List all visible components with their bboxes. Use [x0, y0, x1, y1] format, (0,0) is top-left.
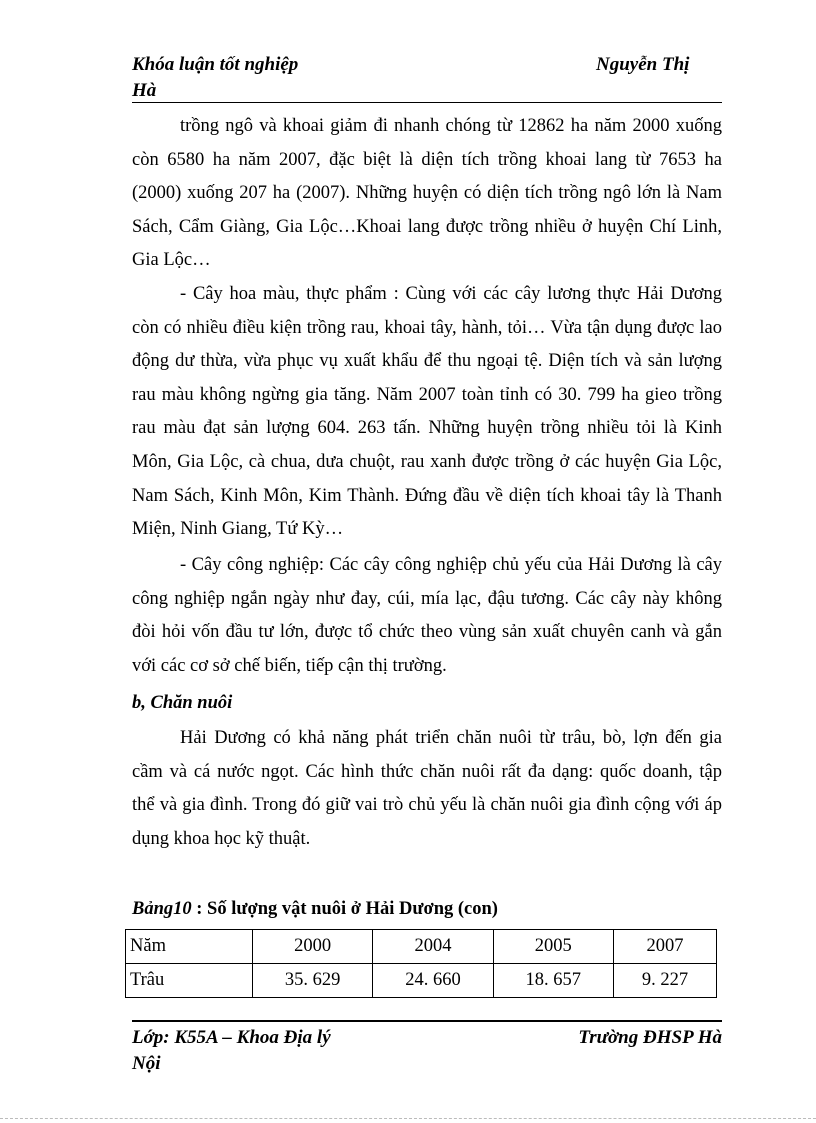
text-line: (2000) xuống 207 ha (2007). Những huyện có diện tích trồng ngô lớn là Nam [132, 183, 722, 204]
text-line: rau màu không ngừng gia tăng. Năm 2007 toàn tỉnh có 30. 799 ha gieo trồng [132, 384, 722, 405]
header-thesis-label: Khóa luận tốt nghiệp [132, 54, 299, 75]
header-author-name: Nguyễn Thị [596, 54, 690, 75]
footer-divider [132, 1020, 722, 1022]
table-caption [132, 896, 498, 922]
page-footer [132, 1025, 722, 1077]
text-line: - Cây hoa màu, thực phẩm : Cùng với các cây lương thực Hải Dương [180, 284, 722, 304]
table-cell: 9. 227 [613, 964, 716, 998]
footer-university: Trường ĐHSP Hà [578, 1027, 722, 1048]
paragraph-vegetables [132, 278, 722, 547]
text-line: cầm và cá nước ngọt. Các hình thức chăn nuôi rất đa dạng: quốc doanh, tập [132, 761, 722, 782]
table-cell: Trâu [126, 964, 253, 998]
page-bottom-edge [0, 1118, 816, 1119]
text-line: trồng ngô và khoai giảm đi nhanh chóng từ 12862 ha năm 2000 xuống [180, 116, 722, 136]
text-line: Gia Lộc… [132, 250, 211, 271]
text-line: Nam Sách, Kinh Môn, Kim Thành. Đứng đầu về diện tích khoai tây là Thanh [132, 485, 722, 506]
table-cell: 18. 657 [493, 964, 613, 998]
table-cell: 24. 660 [373, 964, 493, 998]
table-header-cell: Năm [126, 930, 253, 964]
table-header-cell: 2000 [253, 930, 373, 964]
text-line: rau màu đạt sản lượng 604. 263 tấn. Những huyện trồng nhiều tỏi là Kinh [132, 418, 722, 439]
livestock-table [125, 929, 717, 998]
text-line: - Cây công nghiệp: Các cây công nghiệp chủ yếu của Hải Dương là cây [180, 555, 722, 575]
paragraph-crops-corn-potato [132, 110, 722, 278]
section-heading-livestock: b, Chăn nuôi [132, 693, 233, 713]
paragraph-livestock [132, 722, 722, 856]
text-line: công nghiệp ngắn ngày như đay, cúi, mía lạc, đậu tương. Các cây này không [132, 588, 722, 609]
header-divider [132, 102, 722, 103]
page-header [132, 52, 722, 104]
text-line: Sách, Cẩm Giàng, Gia Lộc…Khoai lang được trồng nhiều ở huyện Chí Linh, [132, 216, 722, 237]
text-line: động dư thừa, vừa phục vụ xuất khẩu để thu ngoại tệ. Diện tích và sản lượng [132, 351, 722, 372]
table-cell: 35. 629 [253, 964, 373, 998]
paragraph-industrial-crops [132, 549, 722, 683]
text-line: đòi hỏi vốn đầu tư lớn, được tổ chức theo vùng sản xuất chuyên canh và gắn [132, 622, 722, 643]
text-line: Môn, Gia Lộc, cà chua, dưa chuột, rau xanh được trồng ở các huyện Gia Lộc, [132, 451, 722, 472]
footer-city: Nội [132, 1053, 161, 1074]
text-line: thể và gia đình. Trong đó giữ vai trò chủ yếu là chăn nuôi gia đình cộng với áp [132, 795, 722, 816]
text-line: Miện, Ninh Giang, Tứ Kỳ… [132, 519, 344, 540]
header-author-surname: Hà [132, 80, 157, 101]
text-line: dụng khoa học kỹ thuật. [132, 828, 311, 849]
table-header-cell: 2004 [373, 930, 493, 964]
text-line: Hải Dương có khả năng phát triển chăn nuôi từ trâu, bò, lợn đến gia [180, 728, 722, 748]
table-header-cell: 2005 [493, 930, 613, 964]
table-caption-number: Bảng10 [132, 899, 192, 919]
table-row [126, 964, 717, 998]
footer-class-department: Lớp: K55A – Khoa Địa lý [132, 1027, 331, 1048]
table-caption-title: : Số lượng vật nuôi ở Hải Dương (con) [191, 899, 498, 919]
text-line: còn 6580 ha năm 2007, đặc biệt là diện tích trồng khoai lang từ 7653 ha [132, 149, 722, 170]
table-header-cell: 2007 [613, 930, 716, 964]
text-line: với các cơ sở chế biến, tiếp cận thị trường. [132, 655, 447, 676]
text-line: còn có nhiều điều kiện trồng rau, khoai tây, hành, tỏi… Vừa tận dụng được lao [132, 317, 722, 338]
table-header-row [126, 930, 717, 964]
